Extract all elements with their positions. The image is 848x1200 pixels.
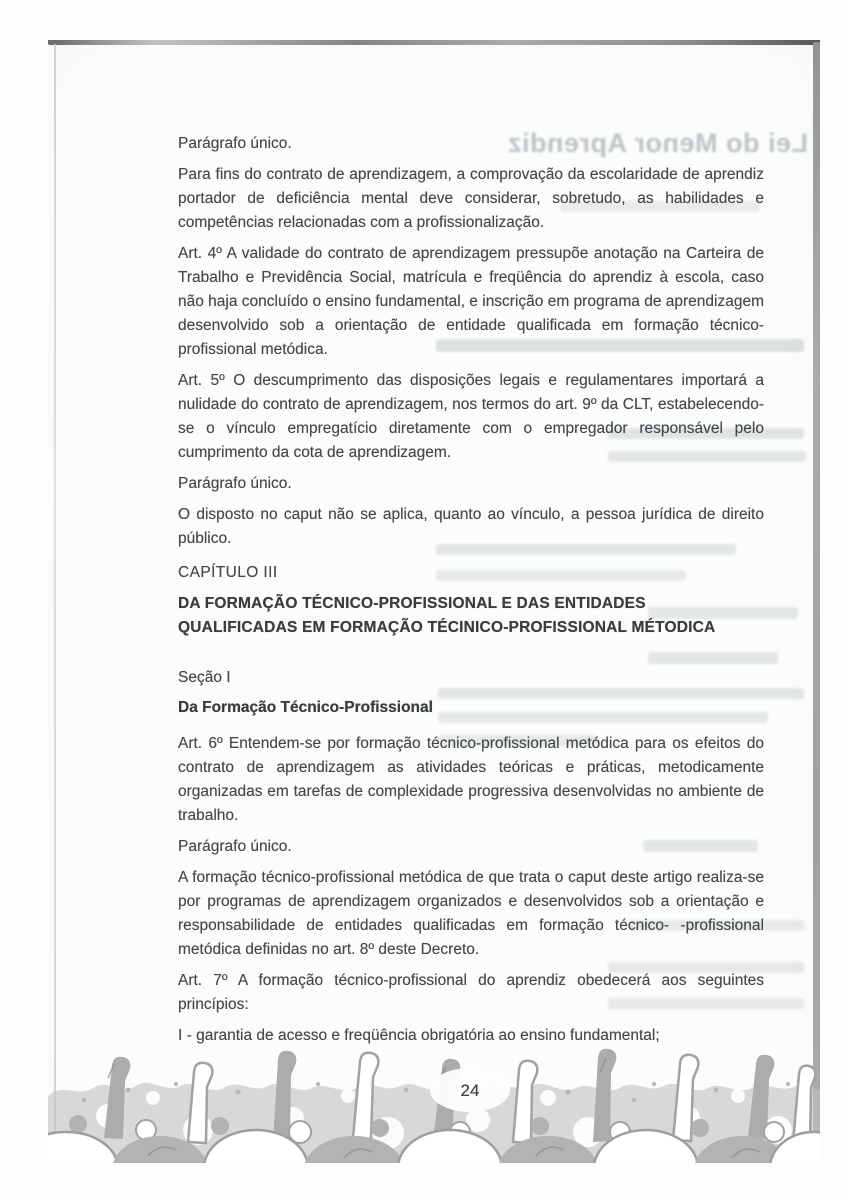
- bleedthrough-title: Lei do Menor Aprendiz: [507, 128, 808, 158]
- article-6: Art. 6º Entendem-se por formação técnico-profissional metódica para os efeitos do contrato de aprendizagem as atividades teóricas e práticas, metodicamente organizadas em tarefas de complexidade progressiva desenvolvidas no ambiente de trabalho.: [178, 735, 764, 824]
- document-text: [178, 132, 764, 1048]
- article-4: Art. 4º A validade do contrato de aprendizagem pressupõe anotação na Carteira de Trabalho e Previdência Social, matrícula e freqüência do aprendiz à escola, caso não haja concluído o ensino fundamental, e inscrição em programa de aprendizagem desenvolvido sob a orientação de entidade qualificada em formação técnico-profissional metódica.: [178, 245, 764, 358]
- paragraph-label: Parágrafo único.: [178, 135, 292, 152]
- paragraph-label: Parágrafo único.: [178, 838, 292, 855]
- page-number: 24: [460, 1081, 480, 1100]
- scanned-page: [48, 40, 820, 1163]
- section-title: Seção I: [178, 669, 231, 686]
- paragraph: Para fins do contrato de aprendizagem, a comprovação da escolaridade de aprendiz portador de deficiência mental deve considerar, sobretudo, as habilidades e competências relacionadas com a profissionalização.: [178, 166, 764, 231]
- crowd-drawing: [48, 1038, 820, 1163]
- page-right-edge: [813, 42, 820, 1163]
- article-5: Art. 5º O descumprimento das disposições legais e regulamentares importará a nulidade do contrato de aprendizagem, nos termos do art. 9º da CLT, estabelecendo-se o vínculo empregatício diretamente com o empregador responsável pelo cumprimento da cota de aprendizagem.: [178, 372, 764, 461]
- page-top-edge: [48, 40, 820, 45]
- paragraph-label: Parágrafo único.: [178, 475, 292, 492]
- list-item-I: I - garantia de acesso e freqüência obrigatória ao ensino fundamental;: [178, 1027, 660, 1044]
- chapter-heading-line1: DA FORMAÇÃO TÉCNICO-PROFISSIONAL E DAS ENTIDADES: [178, 595, 646, 612]
- paragraph: O disposto no caput não se aplica, quanto ao vínculo, a pessoa jurídica de direito público.: [178, 506, 764, 547]
- chapter-heading: [178, 592, 764, 640]
- chapter-heading-line2: QUALIFICADAS EM FORMAÇÃO TÉCINICO-PROFISSIONAL MÉTODICA: [178, 619, 716, 636]
- section-heading: Da Formação Técnico-Profissional: [178, 699, 433, 716]
- paragraph: A formação técnico-profissional metódica de que trata o caput deste artigo realiza-se por programas de aprendizagem organizados e desenvolvidos sob a orientação e responsabilidade de entidades qualificadas em formação técnico- -profissional metódica definidas no art. 8º deste Decreto.: [178, 869, 764, 958]
- article-7: Art. 7º A formação técnico-profissional do aprendiz obedecerá aos seguintes princípios:: [178, 972, 764, 1013]
- crowd-illustration: [48, 1038, 820, 1163]
- page-left-edge: [54, 44, 56, 1157]
- chapter-title: CAPÍTULO III: [178, 564, 278, 581]
